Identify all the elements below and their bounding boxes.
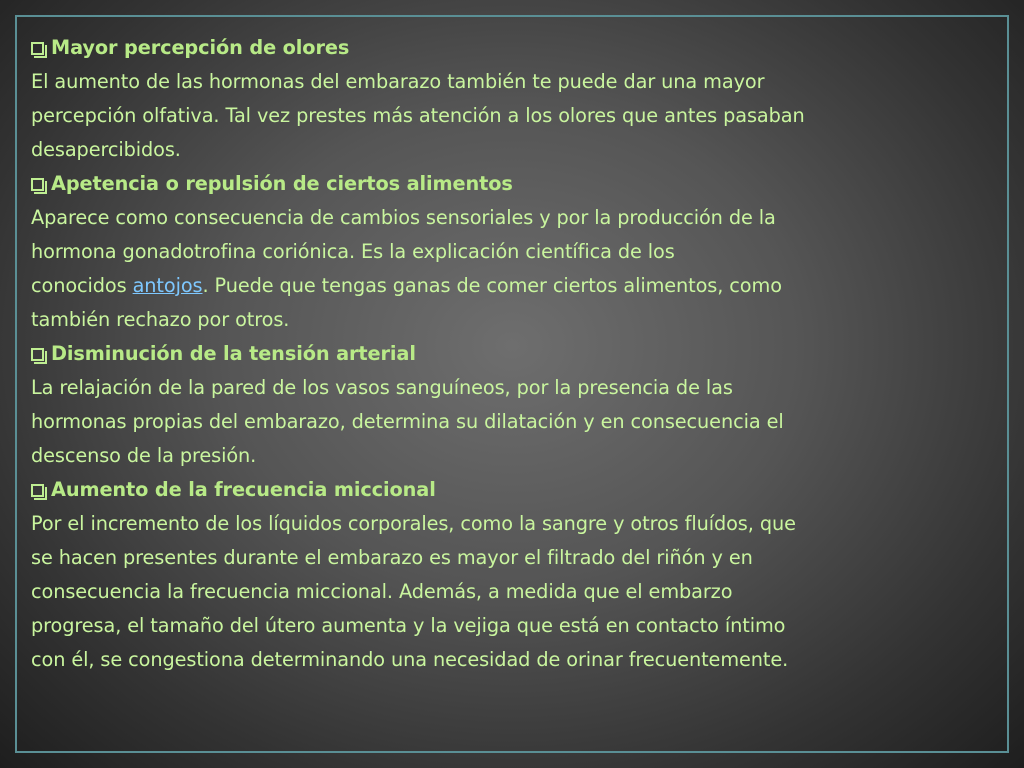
body-line: percepción olfativa. Tal vez prestes más atención a los olores que antes pasaban: [31, 104, 805, 127]
section-heading: [31, 31, 991, 65]
section-heading: [31, 337, 991, 371]
checkbox-bullet-icon: [31, 484, 44, 497]
section-heading-text: Disminución de la tensión arterial: [51, 342, 416, 365]
checkbox-bullet-icon: [31, 42, 44, 55]
body-line: Aparece como consecuencia de cambios sensoriales y por la producción de la: [31, 206, 776, 229]
body-line: El aumento de las hormonas del embarazo también te puede dar una mayor: [31, 70, 765, 93]
section-heading: [31, 473, 991, 507]
body-line: La relajación de la pared de los vasos sanguíneos, por la presencia de las: [31, 376, 733, 399]
body-line: se hacen presentes durante el embarazo es mayor el filtrado del riñón y en: [31, 546, 753, 569]
link-line-after: . Puede que tengas ganas de comer ciertos alimentos, como: [202, 274, 782, 297]
slide-content: [31, 31, 991, 677]
checkbox-bullet-icon: [31, 178, 44, 191]
body-line: Por el incremento de los líquidos corporales, como la sangre y otros fluídos, que: [31, 512, 796, 535]
body-line-with-link: [31, 269, 991, 303]
body-line: progresa, el tamaño del útero aumenta y la vejiga que está en contacto íntimo: [31, 614, 786, 637]
antojos-link[interactable]: antojos: [132, 274, 203, 297]
link-line-before: conocidos: [31, 274, 133, 297]
body-line: consecuencia la frecuencia miccional. Además, a medida que el embarzo: [31, 580, 733, 603]
section-heading-text: Aumento de la frecuencia miccional: [51, 478, 436, 501]
checkbox-bullet-icon: [31, 348, 44, 361]
body-line: también rechazo por otros.: [31, 308, 290, 331]
body-line: con él, se congestiona determinando una necesidad de orinar frecuentemente.: [31, 648, 789, 671]
body-line: descenso de la presión.: [31, 444, 257, 467]
section-heading: [31, 167, 991, 201]
body-line: hormona gonadotrofina coriónica. Es la explicación científica de los: [31, 240, 675, 263]
section-heading-text: Mayor percepción de olores: [51, 36, 350, 59]
section-heading-text: Apetencia o repulsión de ciertos alimentos: [51, 172, 513, 195]
body-line: desapercibidos.: [31, 138, 181, 161]
body-line: hormonas propias del embarazo, determina su dilatación y en consecuencia el: [31, 410, 784, 433]
